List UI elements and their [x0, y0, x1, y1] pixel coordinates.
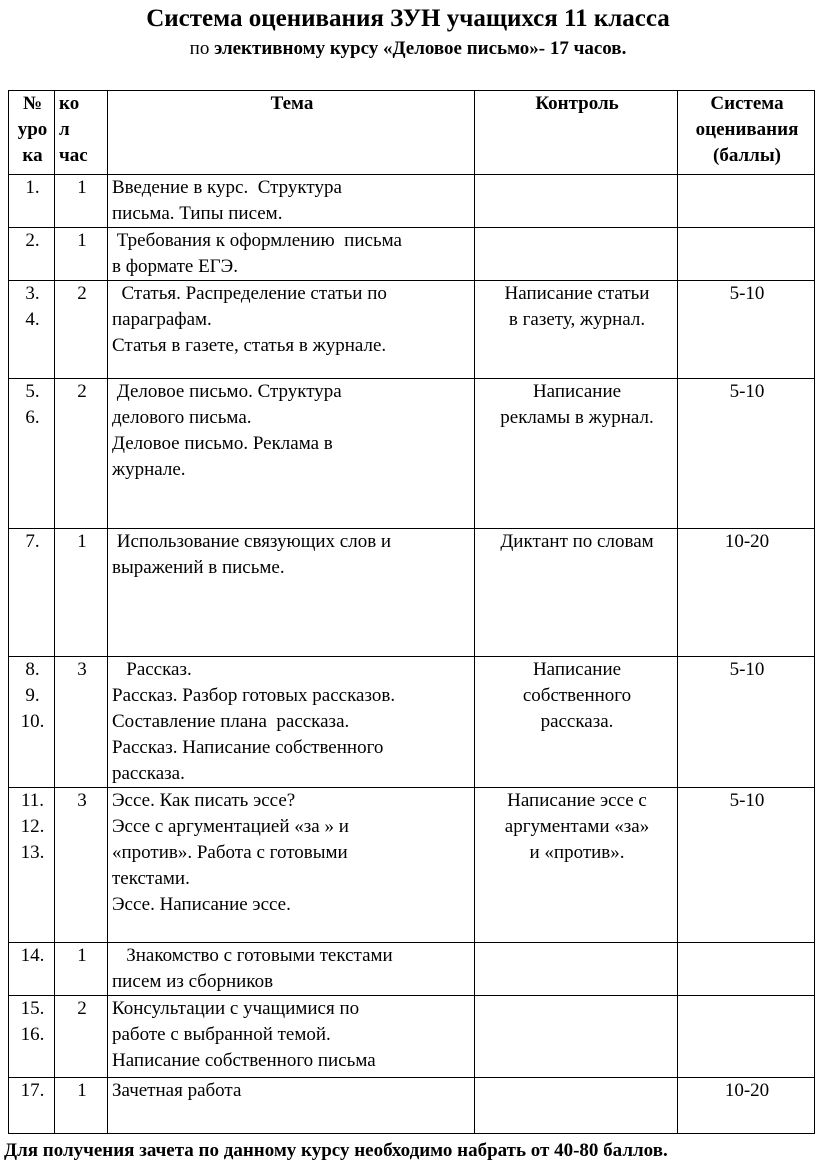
table-row	[9, 996, 815, 1078]
score-cell: 5-10	[678, 281, 815, 379]
hours-cell: 3	[55, 657, 108, 788]
lesson-number-cell: 1.	[9, 175, 55, 228]
table-row	[9, 788, 815, 943]
table-row	[9, 228, 815, 281]
score-cell: 10-20	[678, 1078, 815, 1134]
header-score-system: Система оценивания (баллы)	[678, 91, 815, 175]
topic-cell: Консультации с учащимися по работе с выбранной темой. Написание собственного письма	[108, 996, 475, 1078]
header-control: Контроль	[475, 91, 678, 175]
score-cell	[678, 996, 815, 1078]
table-row	[9, 379, 815, 529]
control-cell: Диктант по словам	[475, 529, 678, 657]
score-cell: 5-10	[678, 379, 815, 529]
hours-cell: 1	[55, 175, 108, 228]
table-header-row	[9, 91, 815, 175]
table-row	[9, 529, 815, 657]
table-row	[9, 281, 815, 379]
control-cell	[475, 175, 678, 228]
hours-cell: 3	[55, 788, 108, 943]
table-row	[9, 657, 815, 788]
lesson-number-cell: 8. 9. 10.	[9, 657, 55, 788]
lesson-number-cell: 15. 16.	[9, 996, 55, 1078]
score-cell	[678, 943, 815, 996]
topic-cell: Зачетная работа	[108, 1078, 475, 1134]
control-cell: Написание собственного рассказа.	[475, 657, 678, 788]
lesson-number-cell: 3. 4.	[9, 281, 55, 379]
topic-cell: Требования к оформлению письма в формате ЕГЭ.	[108, 228, 475, 281]
hours-cell: 1	[55, 228, 108, 281]
control-cell	[475, 1078, 678, 1134]
topic-cell: Использование связующих слов и выражений в письме.	[108, 529, 475, 657]
topic-cell: Эссе. Как писать эссе? Эссе с аргументацией «за » и «против». Работа с готовыми текстами. Эссе. Написание эссе.	[108, 788, 475, 943]
lesson-number-cell: 17.	[9, 1078, 55, 1134]
topic-cell: Рассказ. Рассказ. Разбор готовых рассказов. Составление плана рассказа. Рассказ. Написание собственного рассказа.	[108, 657, 475, 788]
hours-cell: 1	[55, 943, 108, 996]
header-lesson-number: № уро ка	[9, 91, 55, 175]
control-cell	[475, 943, 678, 996]
footer-note: Для получения зачета по данному курсу необходимо набрать от 40-80 баллов.	[4, 1140, 668, 1161]
hours-cell: 2	[55, 281, 108, 379]
control-cell	[475, 996, 678, 1078]
control-cell: Написание рекламы в журнал.	[475, 379, 678, 529]
lesson-number-cell: 2.	[9, 228, 55, 281]
score-cell: 10-20	[678, 529, 815, 657]
document-title: Система оценивания ЗУН учащихся 11 класса	[146, 5, 670, 32]
topic-cell: Введение в курс. Структура письма. Типы писем.	[108, 175, 475, 228]
hours-cell: 1	[55, 1078, 108, 1134]
header-topic: Тема	[108, 91, 475, 175]
score-cell: 5-10	[678, 657, 815, 788]
topic-cell: Знакомство с готовыми текстами писем из сборников	[108, 943, 475, 996]
table-row	[9, 175, 815, 228]
table-row	[9, 943, 815, 996]
document-subtitle	[0, 37, 816, 61]
lesson-number-cell: 14.	[9, 943, 55, 996]
control-cell	[475, 228, 678, 281]
subtitle-prefix: по	[189, 38, 215, 59]
topic-cell: Статья. Распределение статьи по параграфам. Статья в газете, статья в журнале.	[108, 281, 475, 379]
subtitle-course: элективному курсу «Деловое письмо»- 17 часов.	[214, 38, 627, 59]
header-hours: ко л час	[55, 91, 108, 175]
control-cell: Написание статьи в газету, журнал.	[475, 281, 678, 379]
control-cell: Написание эссе с аргументами «за» и «против».	[475, 788, 678, 943]
lesson-number-cell: 7.	[9, 529, 55, 657]
hours-cell: 2	[55, 379, 108, 529]
score-cell	[678, 228, 815, 281]
table-row	[9, 1078, 815, 1134]
lesson-number-cell: 5. 6.	[9, 379, 55, 529]
topic-cell: Деловое письмо. Структура делового письма. Деловое письмо. Реклама в журнале.	[108, 379, 475, 529]
grading-table	[8, 90, 815, 1134]
score-cell	[678, 175, 815, 228]
lesson-number-cell: 11. 12. 13.	[9, 788, 55, 943]
score-cell: 5-10	[678, 788, 815, 943]
hours-cell: 1	[55, 529, 108, 657]
hours-cell: 2	[55, 996, 108, 1078]
